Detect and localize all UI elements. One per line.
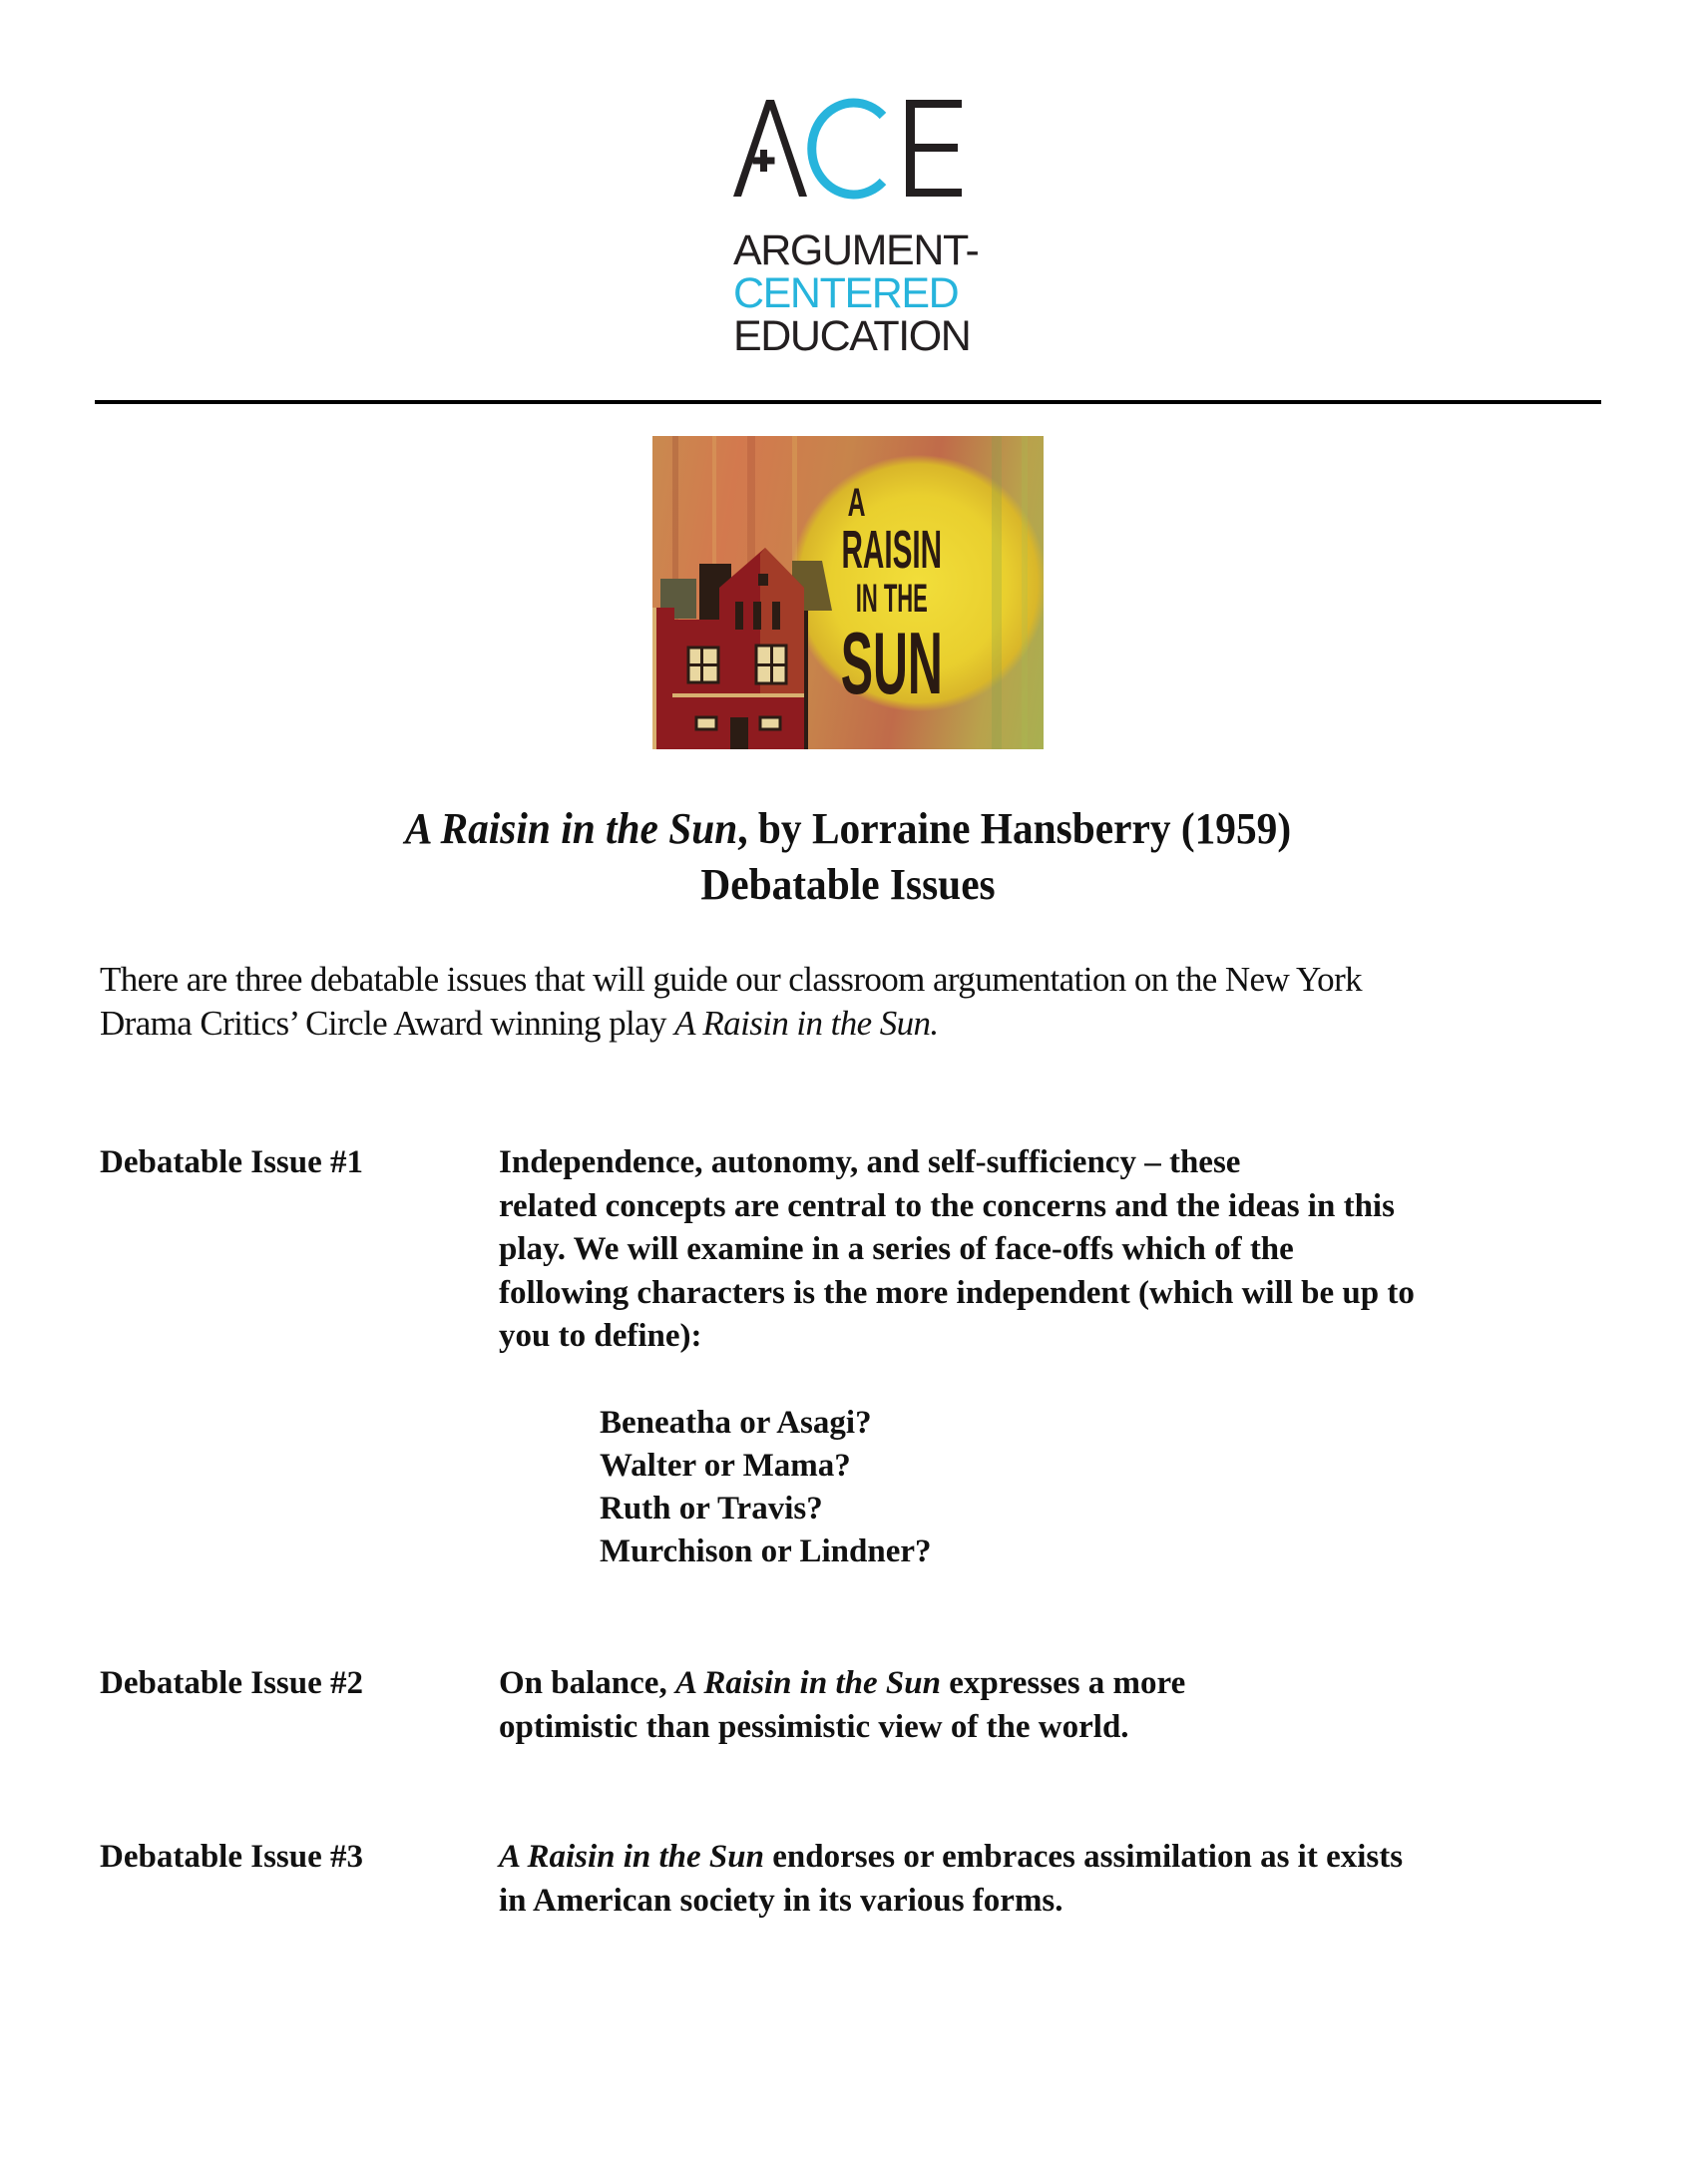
faceoff-item: Ruth or Travis? bbox=[600, 1491, 823, 1527]
faceoff-item: Walter or Mama? bbox=[600, 1448, 851, 1484]
poster-title bbox=[841, 481, 943, 713]
logo-line-argument: ARGUMENT- bbox=[733, 226, 979, 274]
svg-text:A: A bbox=[847, 481, 866, 526]
title-play-name: A Raisin in the Sun bbox=[404, 804, 738, 853]
issue-2-label: Debatable Issue #2 bbox=[100, 1665, 364, 1701]
letter-e bbox=[906, 100, 962, 197]
logo-line-centered: CENTERED bbox=[733, 269, 959, 317]
poster-image bbox=[652, 436, 1044, 749]
issue-3-body: A Raisin in the Sun endorses or embraces assimilation as it exists in American society in its various forms. bbox=[499, 1839, 1404, 1919]
ace-letters-graphic bbox=[733, 98, 965, 202]
letter-a bbox=[733, 100, 807, 197]
svg-text:SUN: SUN bbox=[840, 615, 943, 713]
svg-text:RAISIN: RAISIN bbox=[841, 520, 943, 581]
header-divider bbox=[95, 400, 1601, 404]
faceoff-list bbox=[600, 1402, 932, 1573]
issue-1-label: Debatable Issue #1 bbox=[100, 1144, 364, 1180]
svg-text:IN THE: IN THE bbox=[855, 576, 928, 621]
letter-c bbox=[812, 103, 883, 195]
title-line-1 bbox=[51, 801, 1645, 857]
intro-line-1: There are three debatable issues that will guide our classroom argumentation on the New York bbox=[100, 960, 1363, 999]
issue-2-body: On balance, A Raisin in the Sun expresses a more optimistic than pessimistic view of the world. bbox=[499, 1665, 1186, 1745]
logo-line-education: EDUCATION bbox=[733, 312, 971, 360]
intro-line-2: Drama Critics’ Circle Award winning play A Raisin in the Sun. bbox=[100, 1004, 939, 1043]
faceoff-item: Murchison or Lindner? bbox=[600, 1533, 932, 1569]
document-title bbox=[0, 801, 1696, 913]
plus-icon bbox=[753, 150, 775, 172]
issue-1-body: Independence, autonomy, and self-sufficiency – these related concepts are central to the concerns and the ideas in this play. We will examine in a series of face-offs which of the following characters is the more independent (which will be up to you to define): bbox=[499, 1144, 1415, 1354]
intro-paragraph bbox=[100, 958, 1596, 1046]
title-author: , by Lorraine Hansberry (1959) bbox=[737, 804, 1292, 853]
ace-logo bbox=[733, 98, 979, 360]
issue-3-label: Debatable Issue #3 bbox=[100, 1839, 364, 1875]
intro-play-name: A Raisin in the Sun. bbox=[674, 1004, 939, 1043]
title-line-2: Debatable Issues bbox=[700, 860, 996, 909]
faceoff-item: Beneatha or Asagi? bbox=[600, 1405, 872, 1441]
